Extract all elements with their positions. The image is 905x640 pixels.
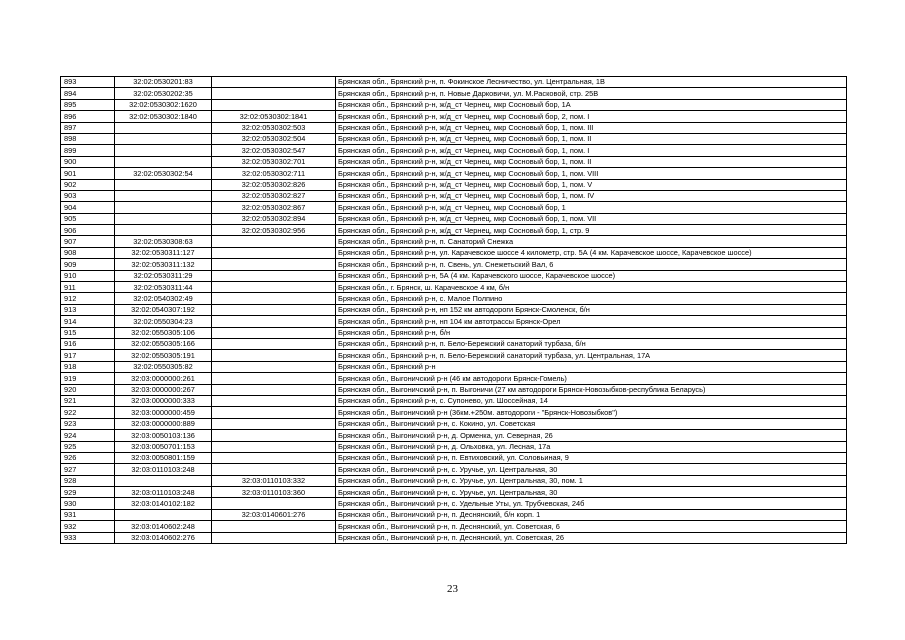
premises-number-cell: [212, 338, 336, 349]
table-row: [61, 145, 847, 156]
property-table: [60, 76, 847, 544]
address-cell: Брянская обл., Брянский р-н, ж/д_ст Чернец, мкр Сосновый бор, 1, пом. II: [336, 156, 847, 167]
address-cell: Брянская обл., Брянский р-н, 5А (4 км. Карачевского шоссе, Карачевское шоссе): [336, 270, 847, 281]
premises-number-cell: [212, 316, 336, 327]
premises-number-cell: [212, 99, 336, 110]
row-number-cell: 901: [61, 168, 115, 179]
row-number-cell: 916: [61, 338, 115, 349]
premises-number-cell: 32:02:0530302:1841: [212, 111, 336, 122]
address-cell: Брянская обл., Брянский р-н, ж/д_ст Чернец, мкр Сосновый бор, 1, пом. II: [336, 133, 847, 144]
row-number-cell: 896: [61, 111, 115, 122]
premises-number-cell: [212, 350, 336, 361]
premises-number-cell: 32:02:0530302:956: [212, 225, 336, 236]
row-number-cell: 932: [61, 521, 115, 532]
row-number-cell: 900: [61, 156, 115, 167]
table-row: [61, 532, 847, 543]
table-row: [61, 361, 847, 372]
table-row: [61, 521, 847, 532]
row-number-cell: 931: [61, 509, 115, 520]
premises-number-cell: 32:03:0110103:332: [212, 475, 336, 486]
page-number: 23: [447, 583, 458, 595]
address-cell: Брянская обл., Брянский р-н, ж/д_ст Чернец, мкр Сосновый бор, 1, пом. V: [336, 179, 847, 190]
cadastral-number-cell: 32:02:0530201:83: [115, 77, 212, 88]
premises-number-cell: 32:02:0530302:503: [212, 122, 336, 133]
table-row: [61, 202, 847, 213]
address-cell: Брянская обл., Брянский р-н, б/н: [336, 327, 847, 338]
premises-number-cell: [212, 304, 336, 315]
address-cell: Брянская обл., Брянский р-н, ж/д_ст Чернец, мкр Сосновый бор, 2, пом. I: [336, 111, 847, 122]
premises-number-cell: 32:02:0530302:711: [212, 168, 336, 179]
table-row: [61, 304, 847, 315]
table-row: [61, 509, 847, 520]
table-row: [61, 133, 847, 144]
cadastral-number-cell: 32:02:0550305:191: [115, 350, 212, 361]
table-body: [61, 77, 847, 544]
table-row: [61, 99, 847, 110]
cadastral-number-cell: 32:02:0550305:166: [115, 338, 212, 349]
address-cell: Брянская обл., Выгоничский р-н, с. Уручье, ул. Центральная, 30, пом. 1: [336, 475, 847, 486]
table-row: [61, 270, 847, 281]
address-cell: Брянская обл., Брянский р-н, ж/д_ст Чернец, мкр Сосновый бор, 1, пом. III: [336, 122, 847, 133]
premises-number-cell: [212, 418, 336, 429]
address-cell: Брянская обл., Брянский р-н, ж/д_ст Чернец, мкр Сосновый бор, 1, пом. I: [336, 145, 847, 156]
premises-number-cell: [212, 395, 336, 406]
cadastral-number-cell: 32:02:0530202:35: [115, 88, 212, 99]
premises-number-cell: 32:02:0530302:826: [212, 179, 336, 190]
address-cell: Брянская обл., Брянский р-н, нп 104 км автотрассы Брянск-Орел: [336, 316, 847, 327]
row-number-cell: 898: [61, 133, 115, 144]
table-row: [61, 430, 847, 441]
premises-number-cell: [212, 430, 336, 441]
address-cell: Брянская обл., г. Брянск, ш. Карачевское 4 км, б/н: [336, 282, 847, 293]
row-number-cell: 929: [61, 487, 115, 498]
row-number-cell: 919: [61, 373, 115, 384]
cadastral-number-cell: 32:02:0540302:49: [115, 293, 212, 304]
table-row: [61, 168, 847, 179]
row-number-cell: 899: [61, 145, 115, 156]
cadastral-number-cell: 32:02:0550304:23: [115, 316, 212, 327]
row-number-cell: 897: [61, 122, 115, 133]
address-cell: Брянская обл., Брянский р-н, ж/д_ст Чернец, мкр Сосновый бор, 1: [336, 202, 847, 213]
cadastral-number-cell: [115, 122, 212, 133]
cadastral-number-cell: 32:03:0050801:159: [115, 452, 212, 463]
premises-number-cell: 32:02:0530302:504: [212, 133, 336, 144]
table-row: [61, 77, 847, 88]
row-number-cell: 906: [61, 225, 115, 236]
row-number-cell: 921: [61, 395, 115, 406]
cadastral-number-cell: 32:02:0530302:1620: [115, 99, 212, 110]
table-row: [61, 88, 847, 99]
table-row: [61, 395, 847, 406]
cadastral-number-cell: 32:03:0110103:248: [115, 487, 212, 498]
table-row: [61, 282, 847, 293]
row-number-cell: 927: [61, 464, 115, 475]
table-row: [61, 452, 847, 463]
address-cell: Брянская обл., Выгоничский р-н (46 км автодороги Брянск-Гомель): [336, 373, 847, 384]
row-number-cell: 903: [61, 190, 115, 201]
row-number-cell: 922: [61, 407, 115, 418]
row-number-cell: 902: [61, 179, 115, 190]
cadastral-number-cell: 32:03:0000000:889: [115, 418, 212, 429]
row-number-cell: 909: [61, 259, 115, 270]
table-row: [61, 122, 847, 133]
address-cell: Брянская обл., Выгоничский р-н, п. Выгоничи (27 км автодороги Брянск-Новозыбков-республика Беларусь): [336, 384, 847, 395]
cadastral-number-cell: 32:02:0530311:132: [115, 259, 212, 270]
row-number-cell: 917: [61, 350, 115, 361]
address-cell: Брянская обл., Выгоничский р-н, с. Уручье, ул. Центральная, 30: [336, 487, 847, 498]
address-cell: Брянская обл., Выгоничский р-н, п. Деснянский, б/н корп. 1: [336, 509, 847, 520]
premises-number-cell: [212, 293, 336, 304]
address-cell: Брянская обл., Брянский р-н, с. Супонево, ул. Шоссейная, 14: [336, 395, 847, 406]
address-cell: Брянская обл., Брянский р-н, ж/д_ст Чернец, мкр Сосновый бор, 1, пом. VII: [336, 213, 847, 224]
premises-number-cell: 32:03:0140601:276: [212, 509, 336, 520]
premises-number-cell: [212, 361, 336, 372]
address-cell: Брянская обл., Выгоничский р-н, п. Деснянский, ул. Советская, 6: [336, 521, 847, 532]
address-cell: Брянская обл., Брянский р-н, ж/д_ст Чернец, мкр Сосновый бор, 1, пом. IV: [336, 190, 847, 201]
row-number-cell: 915: [61, 327, 115, 338]
table-row: [61, 236, 847, 247]
address-cell: Брянская обл., Брянский р-н, п. Бело-Бережский санаторий турбаза, б/н: [336, 338, 847, 349]
cadastral-number-cell: [115, 179, 212, 190]
row-number-cell: 904: [61, 202, 115, 213]
premises-number-cell: [212, 452, 336, 463]
address-cell: Брянская обл., Выгоничский р-н, с. Удельные Уты, ул. Трубчевская, 24б: [336, 498, 847, 509]
row-number-cell: 905: [61, 213, 115, 224]
premises-number-cell: [212, 282, 336, 293]
cadastral-number-cell: 32:02:0550305:106: [115, 327, 212, 338]
cadastral-number-cell: 32:02:0540307:192: [115, 304, 212, 315]
address-cell: Брянская обл., Выгоничский р-н, п. Евтиховский, ул. Соловьиная, 9: [336, 452, 847, 463]
table-row: [61, 384, 847, 395]
premises-number-cell: 32:02:0530302:827: [212, 190, 336, 201]
table-row: [61, 338, 847, 349]
address-cell: Брянская обл., Брянский р-н, ул. Карачевское шоссе 4 километр, стр. 5А (4 км. Карачевское шоссе, Карачевское шоссе): [336, 247, 847, 258]
table-row: [61, 418, 847, 429]
row-number-cell: 913: [61, 304, 115, 315]
row-number-cell: 925: [61, 441, 115, 452]
premises-number-cell: [212, 373, 336, 384]
cadastral-number-cell: 32:03:0050103:136: [115, 430, 212, 441]
row-number-cell: 912: [61, 293, 115, 304]
table-row: [61, 156, 847, 167]
table-row: [61, 247, 847, 258]
cadastral-number-cell: [115, 475, 212, 486]
cadastral-number-cell: [115, 213, 212, 224]
address-cell: Брянская обл., Брянский р-н, п. Новые Дарковичи, ул. М.Расковой, стр. 25В: [336, 88, 847, 99]
premises-number-cell: 32:02:0530302:547: [212, 145, 336, 156]
row-number-cell: 910: [61, 270, 115, 281]
address-cell: Брянская обл., Выгоничский р-н, д. Ольховка, ул. Лесная, 17а: [336, 441, 847, 452]
premises-number-cell: [212, 88, 336, 99]
table-row: [61, 111, 847, 122]
cadastral-number-cell: 32:03:0000000:261: [115, 373, 212, 384]
row-number-cell: 907: [61, 236, 115, 247]
cadastral-number-cell: [115, 225, 212, 236]
table-row: [61, 179, 847, 190]
premises-number-cell: [212, 270, 336, 281]
cadastral-number-cell: [115, 202, 212, 213]
cadastral-number-cell: [115, 145, 212, 156]
address-cell: Брянская обл., Брянский р-н, ж/д_ст Чернец, мкр Сосновый бор, 1, пом. VIII: [336, 168, 847, 179]
table-row: [61, 225, 847, 236]
table-row: [61, 373, 847, 384]
table-row: [61, 327, 847, 338]
row-number-cell: 930: [61, 498, 115, 509]
premises-number-cell: 32:02:0530302:894: [212, 213, 336, 224]
cadastral-number-cell: 32:02:0530311:29: [115, 270, 212, 281]
premises-number-cell: [212, 77, 336, 88]
row-number-cell: 908: [61, 247, 115, 258]
premises-number-cell: [212, 384, 336, 395]
address-cell: Брянская обл., Брянский р-н, п. Санаторий Снежка: [336, 236, 847, 247]
cadastral-number-cell: [115, 190, 212, 201]
row-number-cell: 895: [61, 99, 115, 110]
cadastral-number-cell: 32:03:0000000:459: [115, 407, 212, 418]
row-number-cell: 918: [61, 361, 115, 372]
row-number-cell: 928: [61, 475, 115, 486]
address-cell: Брянская обл., Брянский р-н, ж/д_ст Чернец, мкр Сосновый бор, 1А: [336, 99, 847, 110]
cadastral-number-cell: 32:03:0140102:182: [115, 498, 212, 509]
row-number-cell: 894: [61, 88, 115, 99]
premises-number-cell: 32:02:0530302:867: [212, 202, 336, 213]
address-cell: Брянская обл., Брянский р-н, п. Фокинское Лесничество, ул. Центральная, 1В: [336, 77, 847, 88]
cadastral-number-cell: 32:02:0530311:127: [115, 247, 212, 258]
premises-number-cell: [212, 464, 336, 475]
premises-number-cell: [212, 407, 336, 418]
table-row: [61, 213, 847, 224]
row-number-cell: 920: [61, 384, 115, 395]
premises-number-cell: [212, 247, 336, 258]
premises-number-cell: [212, 498, 336, 509]
row-number-cell: 923: [61, 418, 115, 429]
address-cell: Брянская обл., Выгоничский р-н, с. Уручье, ул. Центральная, 30: [336, 464, 847, 475]
address-cell: Брянская обл., Выгоничский р-н, д. Орменка, ул. Северная, 26: [336, 430, 847, 441]
row-number-cell: 893: [61, 77, 115, 88]
premises-number-cell: 32:03:0110103:360: [212, 487, 336, 498]
table-row: [61, 190, 847, 201]
cadastral-number-cell: [115, 509, 212, 520]
row-number-cell: 924: [61, 430, 115, 441]
cadastral-number-cell: 32:02:0530302:1840: [115, 111, 212, 122]
cadastral-number-cell: 32:02:0530302:54: [115, 168, 212, 179]
premises-number-cell: [212, 441, 336, 452]
table-row: [61, 407, 847, 418]
table-row: [61, 487, 847, 498]
address-cell: Брянская обл., Брянский р-н, п. Свень, ул. Снежетьский Вал, 6: [336, 259, 847, 270]
cadastral-number-cell: 32:02:0530308:63: [115, 236, 212, 247]
cadastral-number-cell: 32:03:0140602:248: [115, 521, 212, 532]
address-cell: Брянская обл., Выгоничский р-н, с. Кокино, ул. Советская: [336, 418, 847, 429]
address-cell: Брянская обл., Брянский р-н, с. Малое Полпино: [336, 293, 847, 304]
premises-number-cell: [212, 532, 336, 543]
cadastral-number-cell: 32:03:0110103:248: [115, 464, 212, 475]
address-cell: Брянская обл., Брянский р-н, нп 152 км автодороги Брянск-Смоленск, б/н: [336, 304, 847, 315]
premises-number-cell: [212, 236, 336, 247]
table-row: [61, 441, 847, 452]
cadastral-number-cell: [115, 156, 212, 167]
premises-number-cell: [212, 327, 336, 338]
address-cell: Брянская обл., Брянский р-н, п. Бело-Бережский санаторий турбаза, ул. Центральная, 17А: [336, 350, 847, 361]
cadastral-number-cell: 32:02:0530311:44: [115, 282, 212, 293]
premises-number-cell: [212, 259, 336, 270]
row-number-cell: 914: [61, 316, 115, 327]
table-row: [61, 475, 847, 486]
table-row: [61, 464, 847, 475]
table-row: [61, 293, 847, 304]
table-row: [61, 350, 847, 361]
address-cell: Брянская обл., Выгоничский р-н, п. Деснянский, ул. Советская, 26: [336, 532, 847, 543]
address-cell: Брянская обл., Брянский р-н: [336, 361, 847, 372]
address-cell: Брянская обл., Выгоничский р-н (36км.+250м. автодороги - "Брянск-Новозыбков"): [336, 407, 847, 418]
table-row: [61, 498, 847, 509]
premises-number-cell: 32:02:0530302:701: [212, 156, 336, 167]
row-number-cell: 911: [61, 282, 115, 293]
cadastral-number-cell: 32:03:0140602:276: [115, 532, 212, 543]
row-number-cell: 933: [61, 532, 115, 543]
cadastral-number-cell: 32:03:0000000:267: [115, 384, 212, 395]
table-row: [61, 259, 847, 270]
cadastral-number-cell: 32:02:0550305:82: [115, 361, 212, 372]
cadastral-number-cell: 32:03:0050701:153: [115, 441, 212, 452]
address-cell: Брянская обл., Брянский р-н, ж/д_ст Чернец, мкр Сосновый бор, 1, стр. 9: [336, 225, 847, 236]
premises-number-cell: [212, 521, 336, 532]
row-number-cell: 926: [61, 452, 115, 463]
table-row: [61, 316, 847, 327]
cadastral-number-cell: 32:03:0000000:333: [115, 395, 212, 406]
cadastral-number-cell: [115, 133, 212, 144]
